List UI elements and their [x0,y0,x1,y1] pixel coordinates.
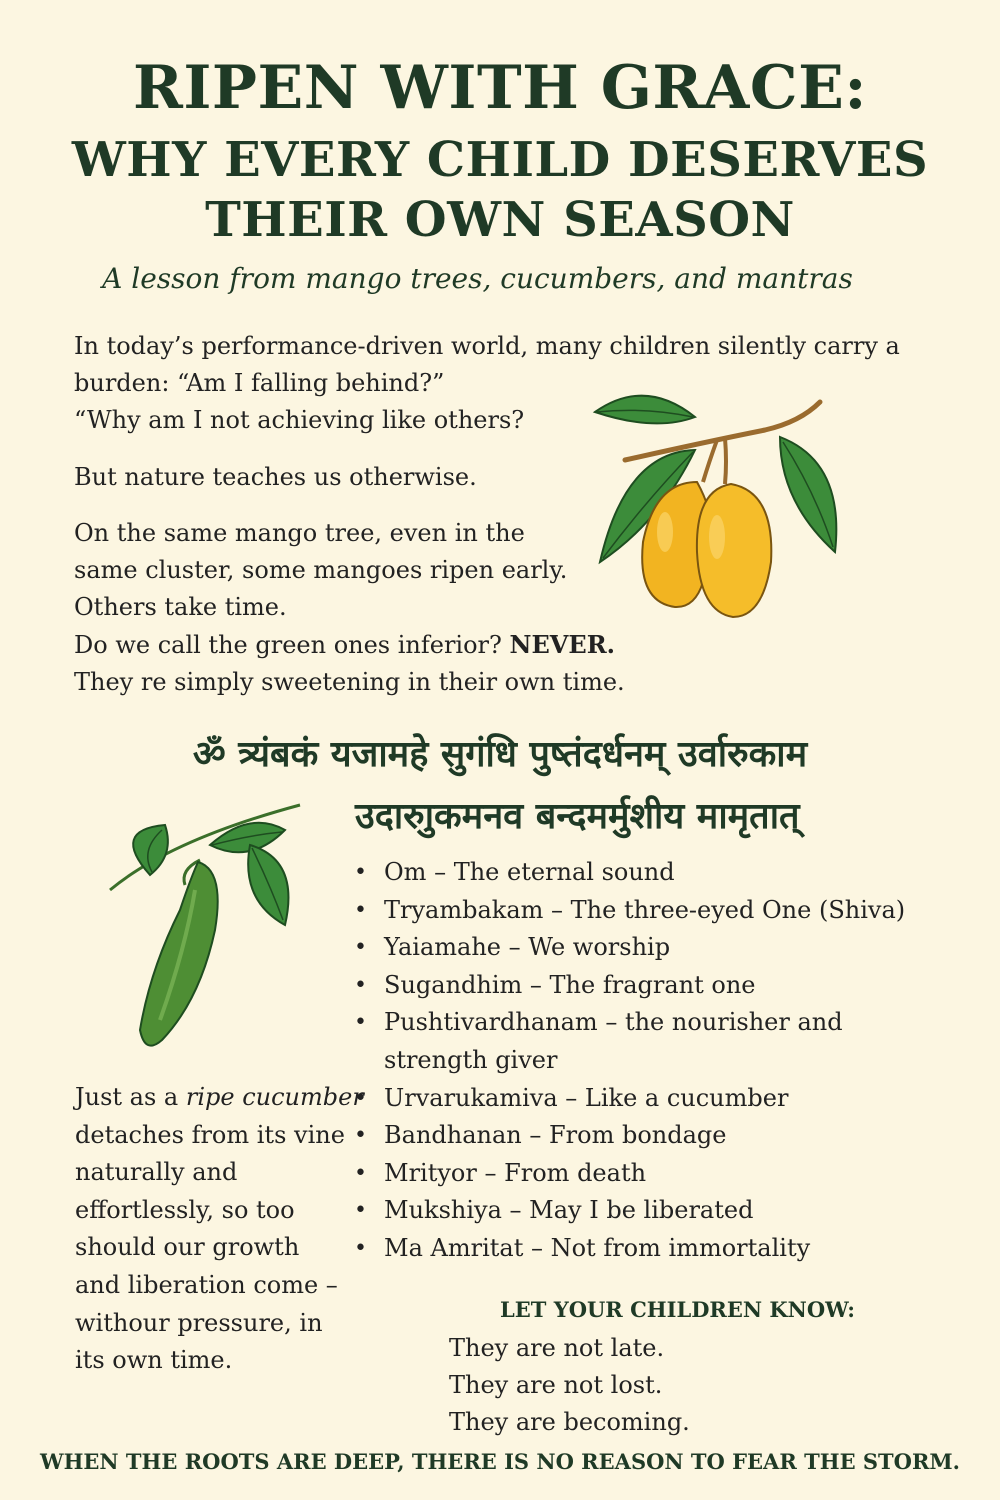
list-item: • Yaiamahe – We worship [352,929,952,967]
mango-line: Others take time. [74,593,287,621]
nature-text: But nature teaches us otherwise. [74,463,477,491]
title-line-3: THEIR OWN SEASON [205,192,795,248]
cucumber-illustration [100,800,310,1060]
subtitle: A lesson from mango trees, cucumbers, and mantras [102,262,853,295]
cucumber-italic: ripe cucumber [185,1083,364,1111]
mango-line: They re simply sweetening in their own time. [74,668,625,696]
mango-illustration [585,372,915,632]
mantra-line-2: उदारुाुकमनव बन्दमर्मुशीय मामृतात् [355,796,800,837]
mantra-line-1: ॐ त्र्यंबकं यजामहे सुगंधि पुष्तंदर्धनम् उर्वारुकाम [192,734,808,775]
list-item: • Sugandhim – The fragrant one [352,967,952,1005]
word-meaning-list [352,854,952,1268]
cucumber-paragraph [75,1079,365,1380]
footer-quote: WHEN THE ROOTS ARE DEEP, THERE IS NO REASON TO FEAR THE STORM. [39,1449,960,1474]
list-item: • Bandhanan – From bondage [352,1117,952,1155]
cucumber-line: effortlessly, so too [75,1195,295,1224]
children-line: They are becoming. [449,1408,690,1436]
mango-line: same cluster, some mangoes ripen early. [74,556,568,584]
list-item: • Pushtivardhanam – the nourisher and [352,1004,952,1042]
list-item: • Urvarukamiva – Like a cucumber [352,1080,952,1118]
list-item: • Tryambakam – The three-eyed One (Shiva) [352,892,952,930]
cucumber-line: detaches from its vine [75,1120,345,1149]
children-heading: LET YOUR CHILDREN KNOW: [500,1297,856,1322]
intro-line: burden: “Am I falling behind?” [74,369,445,397]
never-emphasis: NEVER. [509,630,615,659]
children-line: They are not lost. [449,1371,663,1399]
list-item: • Mrityor – From death [352,1155,952,1193]
cucumber-line: should our growth [75,1233,300,1262]
cucumber-first-line [75,1079,365,1117]
title-line-2: WHY EVERY CHILD DESERVES [71,132,929,188]
list-item: • Om – The eternal sound [352,854,952,892]
cucumber-line: withour pressure, in [75,1308,323,1337]
mango-question: Do we call the green ones inferior? [74,631,502,659]
children-line: They are not late. [449,1334,665,1362]
cucumber-line: and liberation come – [75,1270,338,1299]
children-lines [449,1330,690,1441]
intro-line: “Why am I not achieving like others? [74,406,525,434]
cucumber-prefix: Just as a [75,1083,179,1111]
mango-line: On the same mango tree, even in the [74,519,525,547]
cucumber-line: its own time. [75,1346,233,1375]
list-item: • Ma Amritat – Not from immortality [352,1230,952,1268]
list-item-continuation: strength giver [384,1045,558,1074]
cucumber-line: naturally and [75,1158,238,1187]
title-line-1: RIPEN WITH GRACE: [133,53,867,123]
intro-line: In today’s performance-driven world, many children silently carry a [74,332,900,360]
list-item: • Mukshiya – May I be liberated [352,1192,952,1230]
